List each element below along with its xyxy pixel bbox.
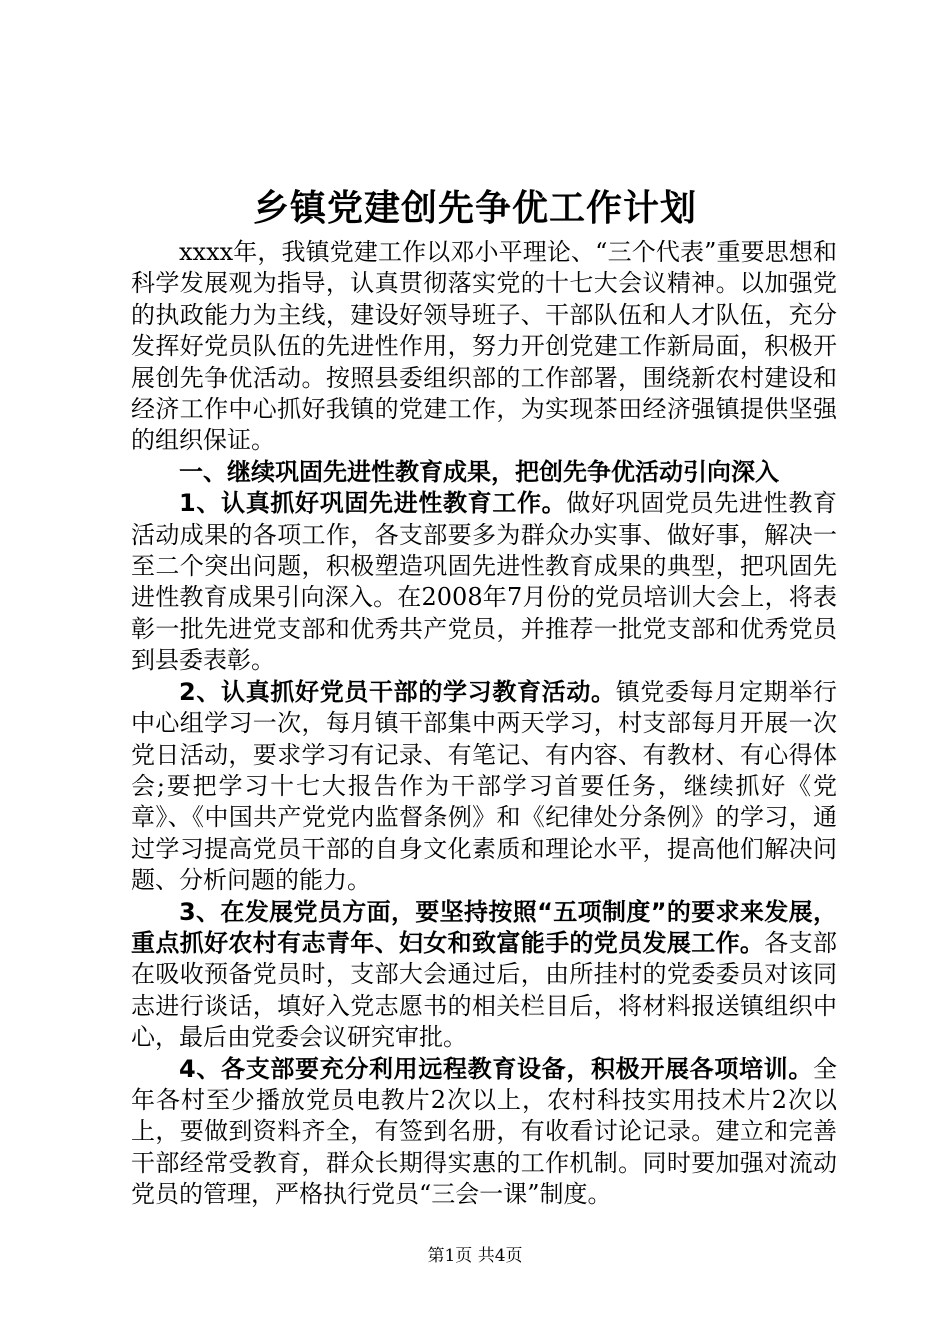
item-lead-4: 4、各支部要充分利用远程教育设备，积极开展各项培训。	[179, 1054, 813, 1083]
item-text-3: 各支部在吸收预备党员时，支部大会通过后，由所挂村的党委委员对该同志进行谈话，填好入党志愿书的相关栏目后，将材料报送镇组织中心，最后由党委会议研究审批。	[131, 928, 838, 1052]
item-text-4: 全年各村至少播放党员电教片2次以上，农村科技实用技术片2次以上，要做到资料齐全，有签到名册，有收看讨论记录。建立和完善干部经常受教育，群众长期得实惠的工作机制。同时要加强对流动党员的管理，严格执行党员“三会一课”制度。	[131, 1054, 837, 1209]
item-paragraph-2	[131, 677, 837, 897]
document-body	[131, 237, 837, 1211]
item-lead-3: 3、在发展党员方面，要坚持按照“五项制度”的要求来发展，重点抓好农村有志青年、妇女和致富能手的党员发展工作。	[131, 897, 837, 957]
item-text-2: 镇党委每月定期举行中心组学习一次，每月镇干部集中两天学习，村支部每月开展一次党日活动，要求学习有记录、有笔记、有内容、有教材、有心得体会;要把学习十七大报告作为干部学习首要任务，继续抓好《党章》、《中国共产党党内监督条例》和《纪律处分条例》的学习，通过学习提高党员干部的自身文化素质和理论水平，提高他们解决问题、分析问题的能力。	[131, 677, 838, 895]
item-paragraph-3	[131, 897, 837, 1054]
item-paragraph-1	[131, 488, 837, 676]
section-heading: 一、继续巩固先进性教育成果，把创先争优活动引向深入	[179, 457, 779, 486]
document-title: 乡镇党建创先争优工作计划	[252, 188, 697, 229]
intro-paragraph: xxxx年，我镇党建工作以邓小平理论、“三个代表”重要思想和科学发展观为指导，认真贯彻落实党的十七大会议精神。以加强党的执政能力为主线，建设好领导班子、干部队伍和人才队伍，充分发挥好党员队伍的先进性作用，努力开创党建工作新局面，积极开展创先争优活动。按照县委组织部的工作部署，围绕新农村建设和经济工作中心抓好我镇的党建工作，为实现茶田经济强镇提供坚强的组织保证。	[131, 238, 837, 455]
page-number-footer: 第1页 共4页	[427, 1246, 523, 1266]
item-text-1: 做好巩固党员先进性教育活动成果的各项工作，各支部要多为群众办实事、做好事，解决一至二个突出问题，积极塑造巩固先进性教育成果的典型，把巩固先进性教育成果引向深入。在2008年7月份的党员培训大会上，将表彰一批先进党支部和优秀共产党员，并推荐一批党支部和优秀党员到县委表彰。	[131, 489, 837, 675]
item-lead-1: 1、认真抓好巩固先进性教育工作。	[179, 489, 567, 518]
item-paragraph-4	[131, 1054, 837, 1211]
item-lead-2: 2、认真抓好党员干部的学习教育活动。	[179, 677, 616, 706]
